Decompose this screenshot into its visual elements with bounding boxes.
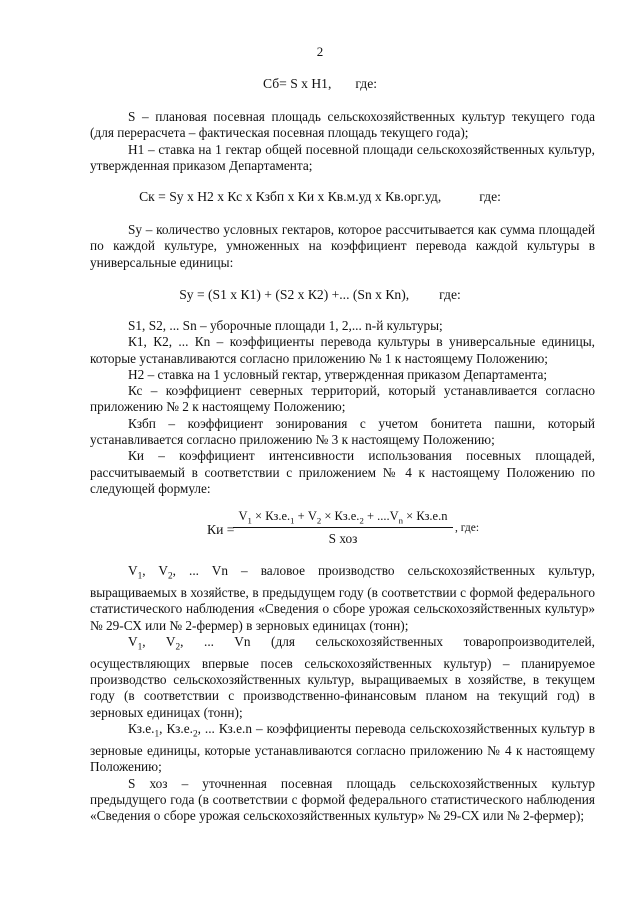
- formula-sb-text: Сб= S х Н1,: [262, 76, 332, 91]
- formula-ki-lhs: Ки =: [207, 522, 235, 537]
- paragraph-v1-vn: $V_1$, $V_2$, ... Vn – валовое производство сельскохозяйственных культур, выращиваемых в хозяйстве, в предыдущем году (в соответствии с формой федерального статистического наблюдения «Сведения о сборе урожая сельскохозяйственных культур» № 29-СХ или № 2-фермер) в зерновых единицах (тонн);: [90, 563, 595, 633]
- paragraph-n2: Н2 – ставка на 1 условный гектар, утвержденная приказом Департамента;: [128, 366, 548, 382]
- formula-ki-denominator: S хоз: [328, 531, 358, 546]
- formula-sy-gde: где:: [439, 287, 461, 302]
- definitions-block-4: [90, 563, 595, 824]
- formula-sb-gde: где:: [355, 76, 377, 91]
- definitions-block-2: [90, 222, 595, 271]
- paragraph-s-hoz: S хоз – уточненная посевная площадь сельскохозяйственных культур предыдущего года (в соответствии с формой федерального статистического наблюдения «Сведения о сборе урожая сельскохозяйственных культур» № 29-СХ или № 2-фермер);: [90, 775, 595, 824]
- paragraph-ks: Кс – коэффициент северных территорий, который устанавливается согласно приложению № 2 к настоящему Положению;: [90, 383, 595, 415]
- paragraph-s: S – плановая посевная площадь сельскохозяйственных культур текущего года (для перерасчета – фактическая посевная площадь текущего года);: [90, 109, 595, 141]
- paragraph-sy: Sу – количество условных гектаров, которое рассчитывается как сумма площадей по каждой культуре, умноженных на коэффициент перевода каждой культуры в универсальные единицы:: [90, 222, 595, 270]
- formula-ki-gde: , где:: [455, 522, 480, 534]
- formula-ki: [0, 509, 640, 549]
- definitions-block-3: [90, 318, 595, 497]
- paragraph-kze: $Кз.е._1$, $Кз.е._2$, ... Кз.е.n – коэффициенты перевода сельскохозяйственных культур в зерновые единицы, которые устанавливаются согласно приложению № 4 к настоящему Положению;: [90, 720, 595, 775]
- paragraph-v1-vn-planned: $V_1$, $V_2$, ... Vn (для сельскохозяйственных товаропроизводителей, осуществляющих впервые посев сельскохозяйственных культур) – планируемое производство сельскохозяйственных культур, выращиваемых в хозяйстве, в текущем году (в соответствии с производственно-финансовым планом на текущий год) в зерновых единицах (тонн);: [90, 633, 595, 720]
- paragraph-n1: Н1 – ставка на 1 гектар общей посевной площади сельскохозяйственных культур, утвержденная приказом Департамента;: [90, 141, 595, 173]
- page-number: 2: [316, 44, 324, 59]
- paragraph-k1-kn: К1, К2, ... Кn – коэффициенты перевода культуры в универсальные единицы, которые устанавливаются согласно приложению № 1 к настоящему Положению;: [90, 334, 595, 366]
- formula-sb: [0, 76, 640, 92]
- definitions-block-1: [90, 109, 595, 174]
- formula-sk-gde: где:: [479, 189, 501, 204]
- paragraph-s1-sn: S1, S2, ... Sn – уборочные площади 1, 2,... n-й культуры;: [128, 318, 443, 333]
- formula-sy: [0, 287, 640, 303]
- formula-sk-text: Ск = Sу х Н2 х Кс х Кзбп х Ки х Кв.м.уд х Кв.орг.уд,: [139, 189, 442, 204]
- paragraph-kzbp: Кзбп – коэффициент зонирования с учетом бонитета пашни, который устанавливается согласно приложению № 3 к настоящему Положению;: [90, 415, 595, 448]
- formula-sk: [0, 189, 640, 205]
- formula-ki-numerator: $V_1 \times Кз.е._1 + V_2 \times Кз.е._2 + ....V_n \times Кз.е.n$: [233, 509, 453, 528]
- formula-sy-text: Sу = (S1 х К1) + (S2 х К2) +... (Sn х Кn),: [179, 287, 410, 302]
- paragraph-ki: Ки – коэффициент интенсивности использования посевных площадей, рассчитываемый в соответствии с приложением № 4 к настоящему Положению по следующей формуле:: [90, 448, 595, 496]
